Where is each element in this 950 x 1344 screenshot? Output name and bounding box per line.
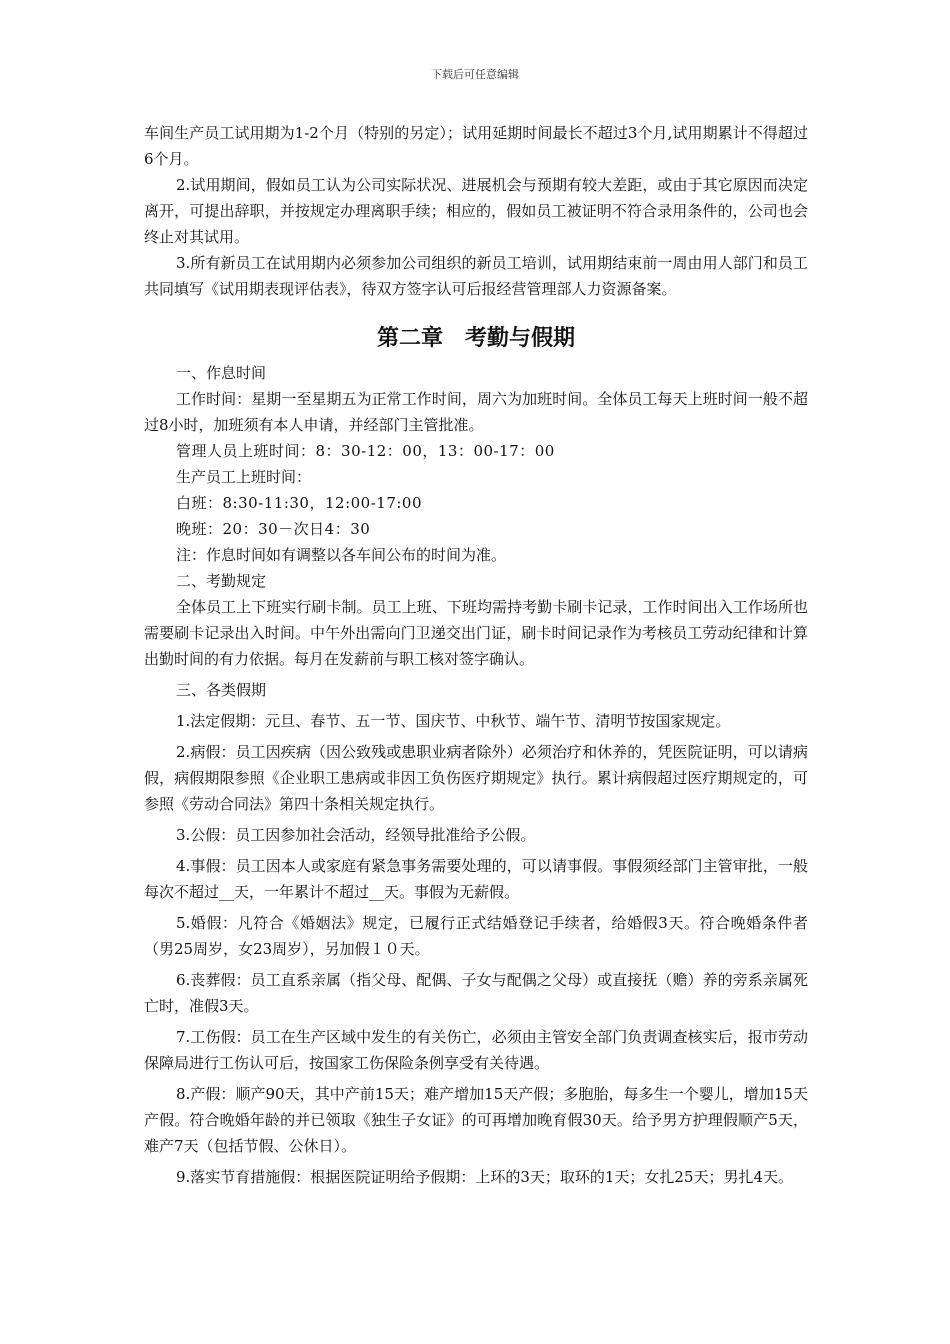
paragraph-night-shift: 晚班：20：30－次日4：30 xyxy=(176,520,371,538)
paragraph-worktime-note: 注：作息时间如有调整以各车间公布的时间为准。 xyxy=(176,546,507,564)
leave-item-bereavement: 6.丧葬假：员工直系亲属（指父母、配偶、子女与配偶之父母）或直接抚（赡）养的旁系亲属死亡时，准假3天。 xyxy=(144,971,808,1015)
leave-item-statutory: 1.法定假期：元旦、春节、五一节、国庆节、中秋节、端午节、清明节按国家规定。 xyxy=(176,712,731,730)
paragraph-worktime: 工作时间：星期一至星期五为正常工作时间，周六为加班时间。全体员工每天上班时间一般不超过8小时，加班须有本人申请，并经部门主管批准。 xyxy=(144,390,808,434)
paragraph-probation-period: 车间生产员工试用期为1-2个月（特别的另定）；试用延期时间最长不超过3个月,试用期累计不得超过6个月。 xyxy=(144,124,808,168)
section-heading-leave: 三、各类假期 xyxy=(176,681,267,699)
document-body xyxy=(144,120,808,1190)
paragraph-management-hours: 管理人员上班时间：8：30-12：00，13：00-17：00 xyxy=(176,442,555,460)
paragraph-probation-training: 3.所有新员工在试用期内必须参加公司组织的新员工培训，试用期结束前一周由用人部门和员工共同填写《试用期表现评估表》，待双方签字认可后报经营管理部人力资源备案。 xyxy=(144,254,808,298)
leave-item-sick: 2.病假：员工因疾病（因公致残或患职业病者除外）必须治疗和休养的，凭医院证明，可以请病假，病假期限参照《企业职工患病或非因工负伤医疗期规定》执行。累计病假超过医疗期规定的，可参照《劳动合同法》第四十条相关规定执行。 xyxy=(144,743,808,813)
leave-item-public: 3.公假：员工因参加社会活动，经领导批准给予公假。 xyxy=(176,826,536,844)
page-header: 下载后可任意编辑 xyxy=(431,68,519,81)
leave-item-maternity: 8.产假：顺产90天，其中产前15天；难产增加15天产假；多胞胎，每多生一个婴儿，增加15天产假。符合晚婚年龄的并已领取《独生子女证》的可再增加晚育假30天。给予男方护理假顺产5天，难产7天（包括节假、公休日）。 xyxy=(144,1085,808,1155)
section-heading-attendance: 二、考勤规定 xyxy=(176,572,267,590)
leave-item-personal: 4.事假：员工因本人或家庭有紧急事务需要处理的，可以请事假。事假须经部门主管审批，一般每次不超过__天，一年累计不超过__天。事假为无薪假。 xyxy=(144,857,808,901)
paragraph-probation-resignation: 2.试用期间，假如员工认为公司实际状况、进展机会与预期有较大差距，或由于其它原因而决定离开，可提出辞职，并按规定办理离职手续；相应的，假如员工被证明不符合录用条件的，公司也会终止对其试用。 xyxy=(144,176,808,246)
section-heading-worktime: 一、作息时间 xyxy=(176,364,267,382)
chapter-title: 第二章 考勤与假期 xyxy=(376,326,575,351)
leave-item-marriage: 5.婚假：凡符合《婚姻法》规定，已履行正式结婚登记手续者，给婚假3天。符合晚婚条件者（男25周岁，女23周岁），另加假１０天。 xyxy=(144,914,808,958)
paragraph-attendance: 全体员工上下班实行刷卡制。员工上班、下班均需持考勤卡刷卡记录，工作时间出入工作场所也需要刷卡记录出入时间。中午外出需向门卫递交出门证，刷卡时间记录作为考核员工劳动纪律和计算出勤时间的有力依据。每月在发薪前与职工核对签字确认。 xyxy=(144,598,808,668)
paragraph-production-hours: 生产员工上班时间： xyxy=(176,468,312,486)
leave-item-family-planning: 9.落实节育措施假：根据医院证明给予假期：上环的3天；取环的1天；女扎25天；男扎4天。 xyxy=(176,1168,794,1186)
leave-item-work-injury: 7.工伤假：员工在生产区域中发生的有关伤亡，必须由主管安全部门负责调查核实后，报市劳动保障局进行工伤认可后，按国家工伤保险条例享受有关待遇。 xyxy=(144,1028,808,1072)
paragraph-day-shift: 白班：8:30-11:30，12:00-17:00 xyxy=(176,494,423,512)
